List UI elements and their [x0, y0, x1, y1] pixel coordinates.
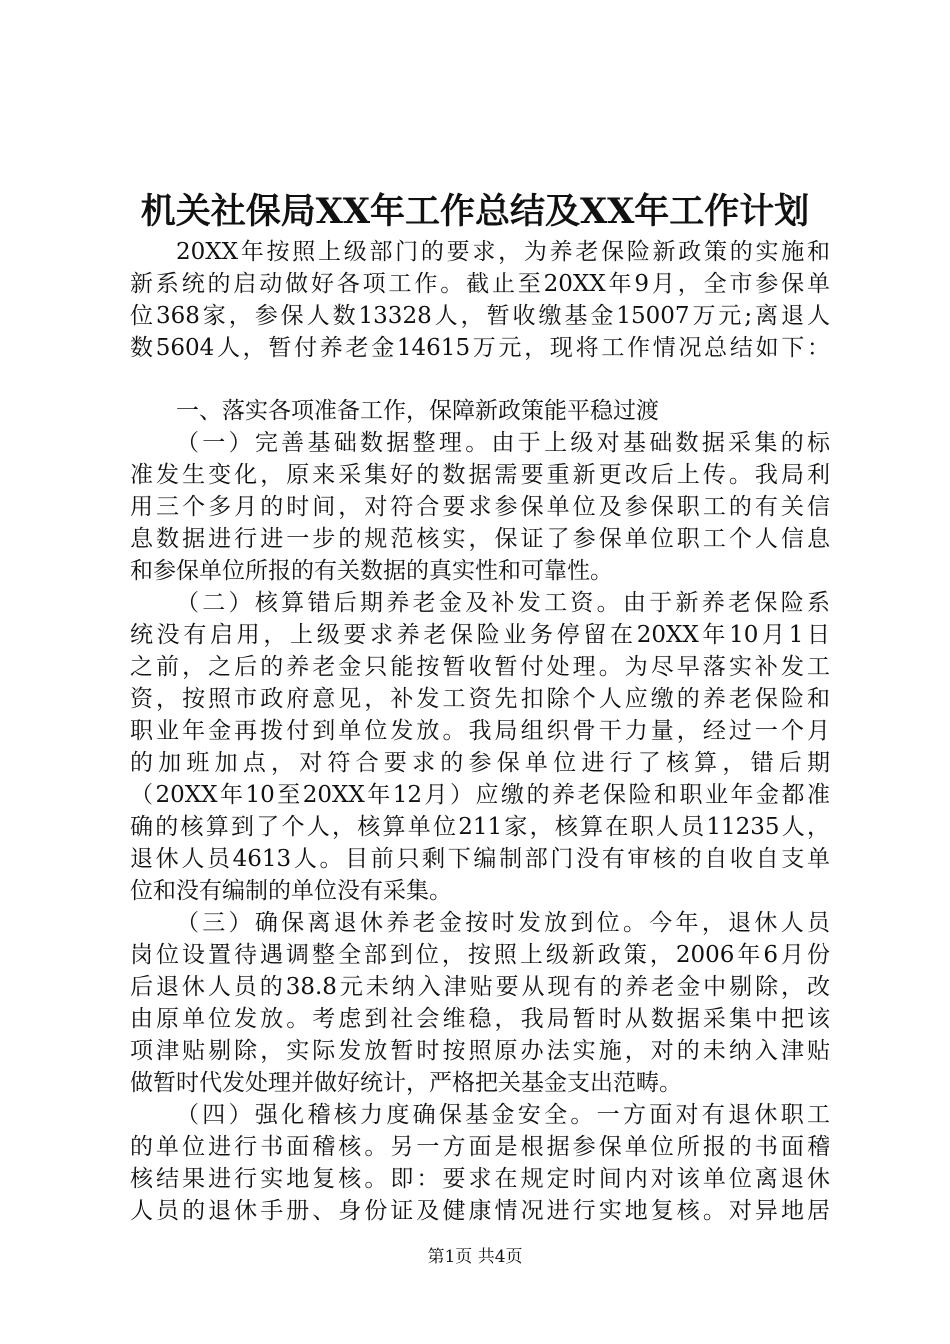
page-footer: 第1页 共4页 — [427, 1247, 523, 1267]
paragraph-line: 确的核算到了个人，核算单位211家，核算在职人员11235人， — [130, 814, 830, 840]
paragraph-line: 数5604人，暂付养老金14615万元，现将工作情况总结如下： — [130, 335, 830, 361]
paragraph-line: 之前，之后的养老金只能按暂收暂付处理。为尽早落实补发工 — [130, 654, 830, 680]
paragraph-line: 息数据进行进一步的规范核实，保证了参保单位职工个人信息 — [130, 526, 830, 552]
paragraph-line: 和参保单位所报的有关数据的真实性和可靠性。 — [130, 558, 613, 584]
paragraph-line: （四）强化稽核力度确保基金安全。一方面对有退休职工 — [176, 1102, 830, 1128]
paragraph-line: 资，按照市政府意见，补发工资先扣除个人应缴的养老保险和 — [130, 686, 830, 712]
paragraph-line: 用三个多月的时间，对符合要求参保单位及参保职工的有关信 — [130, 494, 830, 520]
paragraph-line: 位和没有编制的单位没有采集。 — [130, 878, 452, 904]
paragraph-line: 核结果进行实地复核。即：要求在规定时间内对该单位离退休 — [130, 1166, 830, 1192]
paragraph-line: （一）完善基础数据整理。由于上级对基础数据采集的标 — [176, 430, 830, 456]
section-heading: 一、落实各项准备工作，保障新政策能平稳过渡 — [176, 398, 659, 424]
paragraph-line: 项津贴剔除，实际发放暂时按照原办法实施，对的未纳入津贴 — [130, 1038, 830, 1064]
paragraph-line: 准发生变化，原来采集好的数据需要重新更改后上传。我局利 — [130, 462, 830, 488]
paragraph-line: （三）确保离退休养老金按时发放到位。今年，退休人员 — [176, 910, 830, 936]
paragraph-line: 位368家，参保人数13328人，暂收缴基金15007万元;离退人 — [130, 303, 830, 329]
paragraph-line: 由原单位发放。考虑到社会维稳，我局暂时从数据采集中把该 — [130, 1006, 830, 1032]
paragraph-gap — [130, 364, 830, 395]
document-title: 机关社保局XX年工作总结及XX年工作计划 — [140, 191, 810, 232]
paragraph-line: 的单位进行书面稽核。另一方面是根据参保单位所报的书面稽 — [130, 1134, 830, 1160]
paragraph-line: 做暂时代发处理并做好统计，严格把关基金支出范畴。 — [130, 1070, 682, 1096]
document-body — [130, 236, 830, 1227]
paragraph-line: 后退休人员的38.8元未纳入津贴要从现有的养老金中剔除，改 — [130, 974, 830, 1000]
paragraph-line: （20XX年10至20XX年12月）应缴的养老保险和职业年金都准 — [130, 782, 830, 808]
paragraph-line: 的加班加点，对符合要求的参保单位进行了核算，错后期 — [130, 750, 830, 776]
paragraph-line: （二）核算错后期养老金及补发工资。由于新养老保险系 — [176, 590, 830, 616]
paragraph-line: 职业年金再拨付到单位发放。我局组织骨干力量，经过一个月 — [130, 718, 830, 744]
paragraph-line: 统没有启用，上级要求养老保险业务停留在20XX年10月1日 — [130, 622, 830, 648]
paragraph-line: 人员的退休手册、身份证及健康情况进行实地复核。对异地居 — [130, 1198, 830, 1224]
paragraph-line: 20XX年按照上级部门的要求，为养老保险新政策的实施和 — [176, 239, 830, 265]
paragraph-line: 岗位设置待遇调整全部到位，按照上级新政策，2006年6月份 — [130, 942, 830, 968]
paragraph-line: 新系统的启动做好各项工作。截止至20XX年9月，全市参保单 — [130, 271, 830, 297]
paragraph-line: 退休人员4613人。目前只剩下编制部门没有审核的自收自支单 — [130, 846, 830, 872]
